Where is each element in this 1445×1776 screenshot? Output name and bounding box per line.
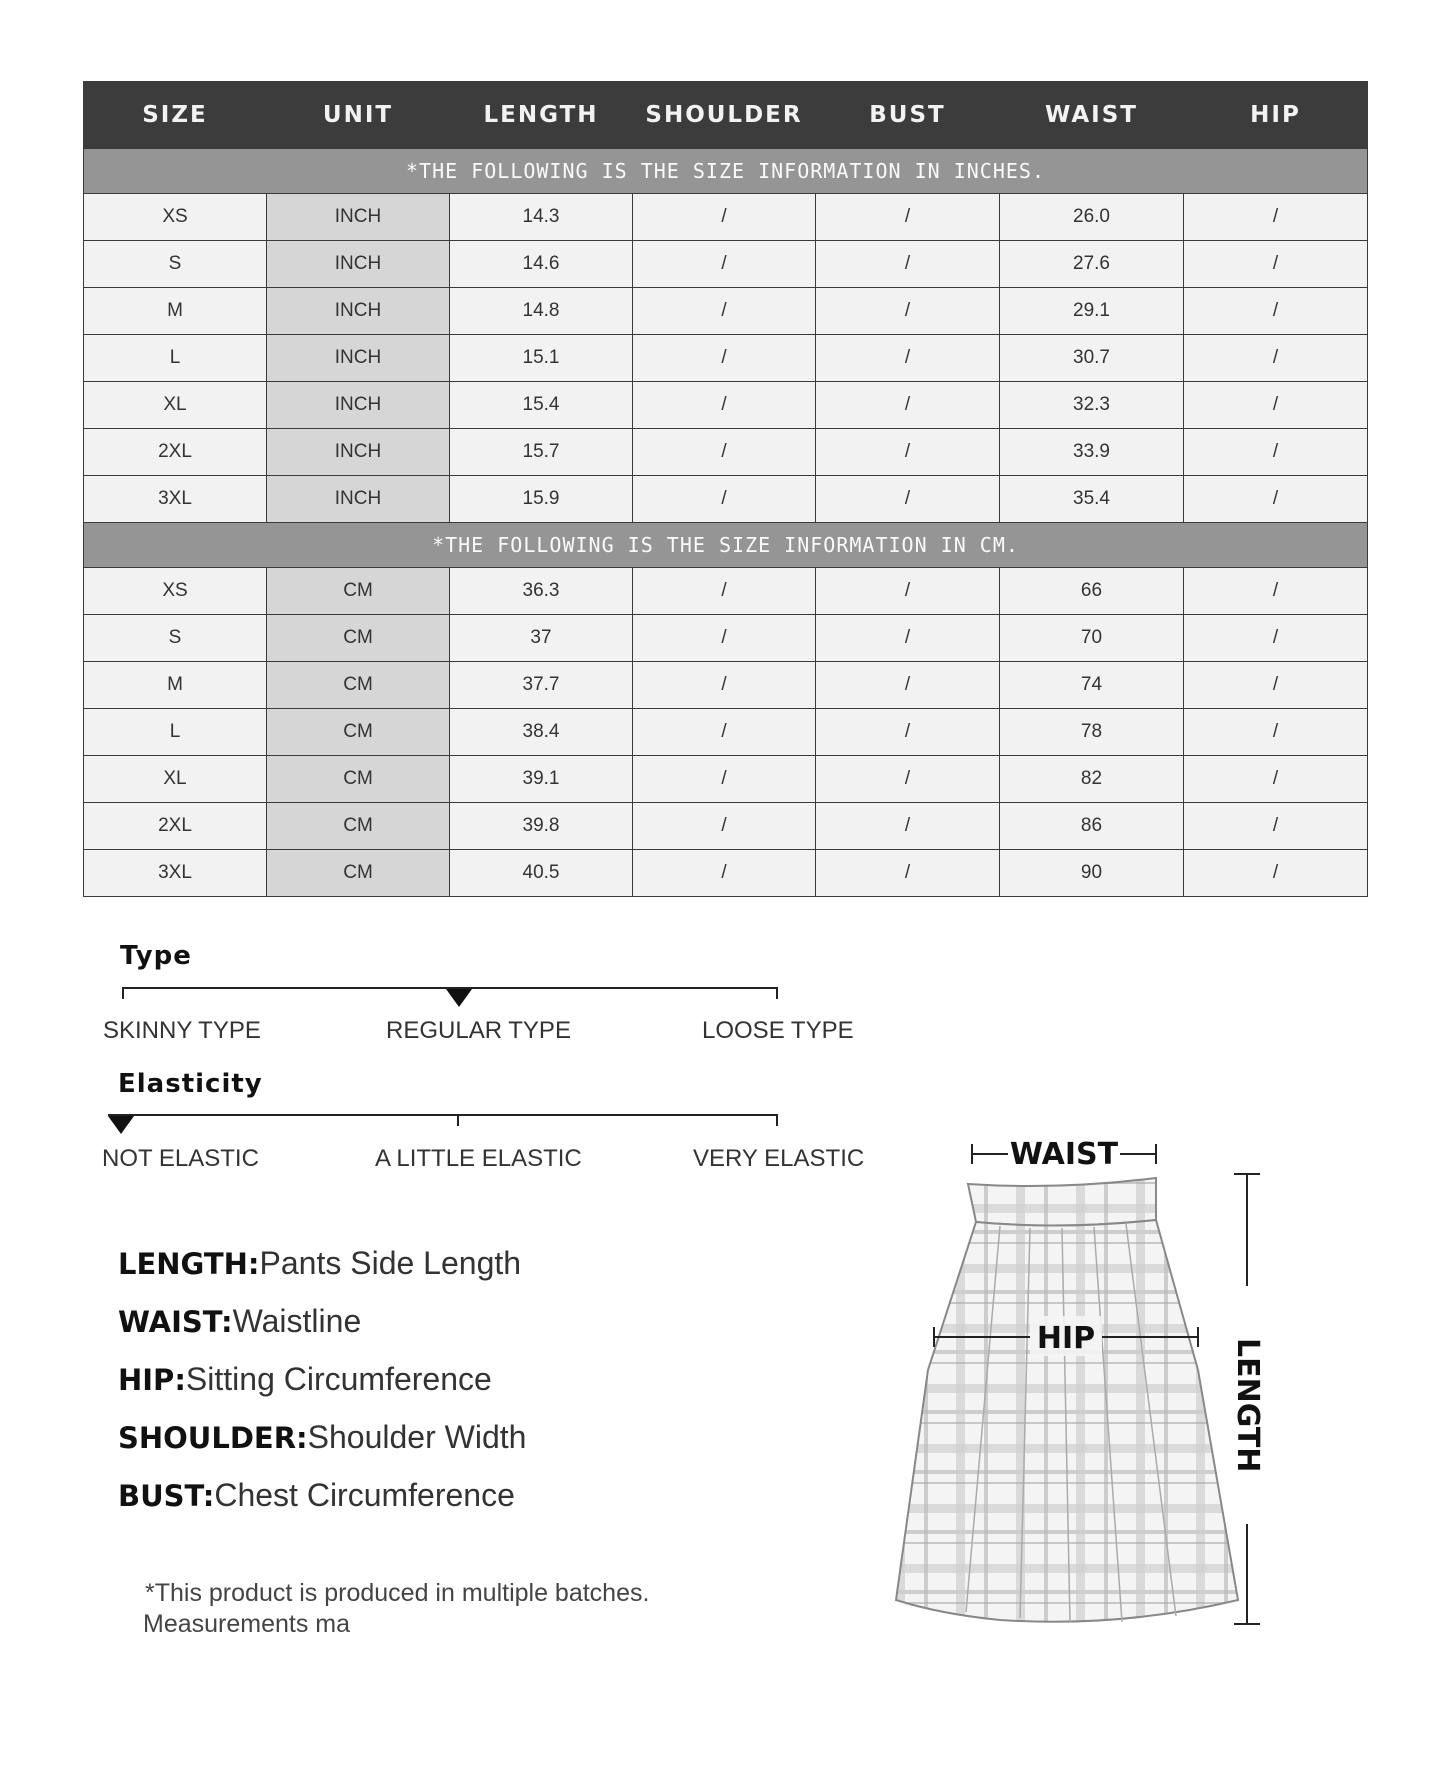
table-cell: 74 [1000,662,1184,709]
table-cell: / [816,194,1000,241]
table-cell: / [816,709,1000,756]
table-cell: CM [267,568,450,615]
batch-note-line2: Measurements ma [143,1610,351,1638]
table-cell: / [816,288,1000,335]
table-cell: / [816,382,1000,429]
header-length: LENGTH [450,82,633,149]
table-cell: L [84,709,267,756]
table-cell: 3XL [84,476,267,523]
table-cell: 32.3 [1000,382,1184,429]
elasticity-scale-line [108,1114,778,1116]
table-cell: / [633,288,816,335]
table-row [84,429,1368,476]
type-scale-marker [446,989,472,1007]
table-cell: / [816,476,1000,523]
skirt-illustration [896,1178,1238,1622]
definition-term: SHOULDER: [118,1421,308,1455]
table-cell: 37 [450,615,633,662]
table-cell: / [816,429,1000,476]
table-cell: 15.4 [450,382,633,429]
table-cell: / [633,850,816,897]
table-cell: / [1184,850,1368,897]
elasticity-scale-tick-mid [457,1114,459,1126]
table-body [84,149,1368,897]
header-bust: BUST [816,82,1000,149]
table-cell: / [633,476,816,523]
table-cell: 36.3 [450,568,633,615]
table-cell: CM [267,709,450,756]
table-cell: 3XL [84,850,267,897]
section-note-row [84,149,1368,194]
table-cell: INCH [267,288,450,335]
table-cell: 26.0 [1000,194,1184,241]
table-cell: / [816,241,1000,288]
table-cell: / [633,382,816,429]
table-cell: 66 [1000,568,1184,615]
table-cell: / [1184,709,1368,756]
table-row [84,194,1368,241]
table-row [84,241,1368,288]
table-cell: / [1184,568,1368,615]
table-cell: / [816,568,1000,615]
table-cell: 78 [1000,709,1184,756]
batch-note [145,1578,649,1640]
definition-length [118,1245,521,1282]
table-cell: 38.4 [450,709,633,756]
header-waist: WAIST [1000,82,1184,149]
table-cell: 90 [1000,850,1184,897]
skirt-diagram [880,1130,1300,1650]
header-hip: HIP [1184,82,1368,149]
elasticity-label-little: A LITTLE ELASTIC [375,1145,582,1172]
table-cell: 15.7 [450,429,633,476]
section-note-row [84,523,1368,568]
table-cell: M [84,288,267,335]
definition-bust [118,1477,515,1514]
table-cell: 14.3 [450,194,633,241]
table-cell: / [1184,476,1368,523]
table-cell: / [816,335,1000,382]
table-cell: INCH [267,335,450,382]
batch-note-line1: *This product is produced in multiple batches. [145,1579,650,1607]
table-row [84,382,1368,429]
table-cell: / [1184,382,1368,429]
table-cell: INCH [267,382,450,429]
table-cell: / [816,615,1000,662]
definition-desc: Pants Side Length [259,1245,522,1281]
table-cell: 82 [1000,756,1184,803]
definition-desc: Shoulder Width [307,1419,527,1455]
table-cell: / [633,241,816,288]
table-row [84,335,1368,382]
table-cell: / [816,756,1000,803]
definition-shoulder [118,1419,526,1456]
table-cell: / [1184,615,1368,662]
table-cell: INCH [267,241,450,288]
table-cell: 15.9 [450,476,633,523]
table-cell: XS [84,568,267,615]
table-cell: 33.9 [1000,429,1184,476]
type-label-regular: REGULAR TYPE [386,1017,571,1044]
waist-label: WAIST [1009,1137,1119,1172]
table-cell: INCH [267,429,450,476]
table-cell: / [816,850,1000,897]
table-row [84,803,1368,850]
elasticity-label-not: NOT ELASTIC [102,1145,259,1172]
table-cell: / [633,194,816,241]
type-scale-tick-right [776,987,778,999]
table-cell: / [816,662,1000,709]
type-scale-title: Type [120,941,192,971]
definition-term: HIP: [118,1363,186,1397]
table-cell: / [816,803,1000,850]
definition-desc: Chest Circumference [214,1477,515,1513]
definition-term: BUST: [118,1479,215,1513]
length-measure [1230,1174,1265,1624]
header-size: SIZE [84,82,267,149]
definition-waist [118,1303,361,1340]
table-cell: 2XL [84,803,267,850]
table-cell: 40.5 [450,850,633,897]
table-cell: 2XL [84,429,267,476]
table-cell: XL [84,382,267,429]
header-unit: UNIT [267,82,450,149]
definition-term: LENGTH: [118,1247,260,1281]
table-cell: / [633,803,816,850]
table-header-row [84,82,1368,149]
definition-desc: Waistline [232,1303,362,1339]
table-cell: / [1184,241,1368,288]
table-cell: CM [267,850,450,897]
table-cell: INCH [267,476,450,523]
table-cell: XS [84,194,267,241]
table-row [84,615,1368,662]
table-row [84,288,1368,335]
table-cell: / [1184,288,1368,335]
section-note: *THE FOLLOWING IS THE SIZE INFORMATION IN INCHES. [84,149,1368,194]
definition-term: WAIST: [118,1305,233,1339]
table-cell: 15.1 [450,335,633,382]
table-row [84,568,1368,615]
table-row [84,709,1368,756]
section-note: *THE FOLLOWING IS THE SIZE INFORMATION IN CM. [84,523,1368,568]
table-cell: S [84,241,267,288]
table-cell: / [633,662,816,709]
table-cell: 29.1 [1000,288,1184,335]
type-scale-tick-left [122,987,124,999]
table-cell: M [84,662,267,709]
table-cell: 70 [1000,615,1184,662]
table-cell: S [84,615,267,662]
table-cell: / [1184,662,1368,709]
table-cell: 14.8 [450,288,633,335]
table-cell: L [84,335,267,382]
elasticity-label-very: VERY ELASTIC [693,1145,865,1172]
length-label: LENGTH [1230,1338,1265,1473]
table-cell: / [633,568,816,615]
table-cell: 39.1 [450,756,633,803]
table-cell: XL [84,756,267,803]
table-cell: / [1184,429,1368,476]
table-cell: CM [267,803,450,850]
table-cell: / [633,709,816,756]
table-cell: 39.8 [450,803,633,850]
type-label-loose: LOOSE TYPE [702,1017,854,1044]
table-cell: CM [267,756,450,803]
size-table [83,81,1368,897]
table-cell: / [633,429,816,476]
table-cell: 86 [1000,803,1184,850]
table-row [84,476,1368,523]
waist-measure [972,1137,1156,1172]
table-cell: 14.6 [450,241,633,288]
table-cell: / [633,756,816,803]
elasticity-scale-tick-right [776,1114,778,1126]
table-cell: CM [267,662,450,709]
table-row [84,662,1368,709]
header-shoulder: SHOULDER [633,82,816,149]
elasticity-scale-marker [108,1116,134,1134]
type-label-skinny: SKINNY TYPE [103,1017,261,1044]
table-cell: INCH [267,194,450,241]
table-cell: / [1184,756,1368,803]
table-row [84,850,1368,897]
table-row [84,756,1368,803]
table-cell: / [1184,335,1368,382]
table-cell: CM [267,615,450,662]
table-cell: / [1184,194,1368,241]
elasticity-scale-title: Elasticity [118,1069,263,1099]
table-cell: 27.6 [1000,241,1184,288]
table-cell: / [633,335,816,382]
table-cell: / [633,615,816,662]
definition-hip [118,1361,492,1398]
table-cell: 30.7 [1000,335,1184,382]
hip-label: HIP [1036,1321,1096,1356]
table-cell: / [1184,803,1368,850]
table-cell: 35.4 [1000,476,1184,523]
definition-desc: Sitting Circumference [185,1361,492,1397]
table-cell: 37.7 [450,662,633,709]
